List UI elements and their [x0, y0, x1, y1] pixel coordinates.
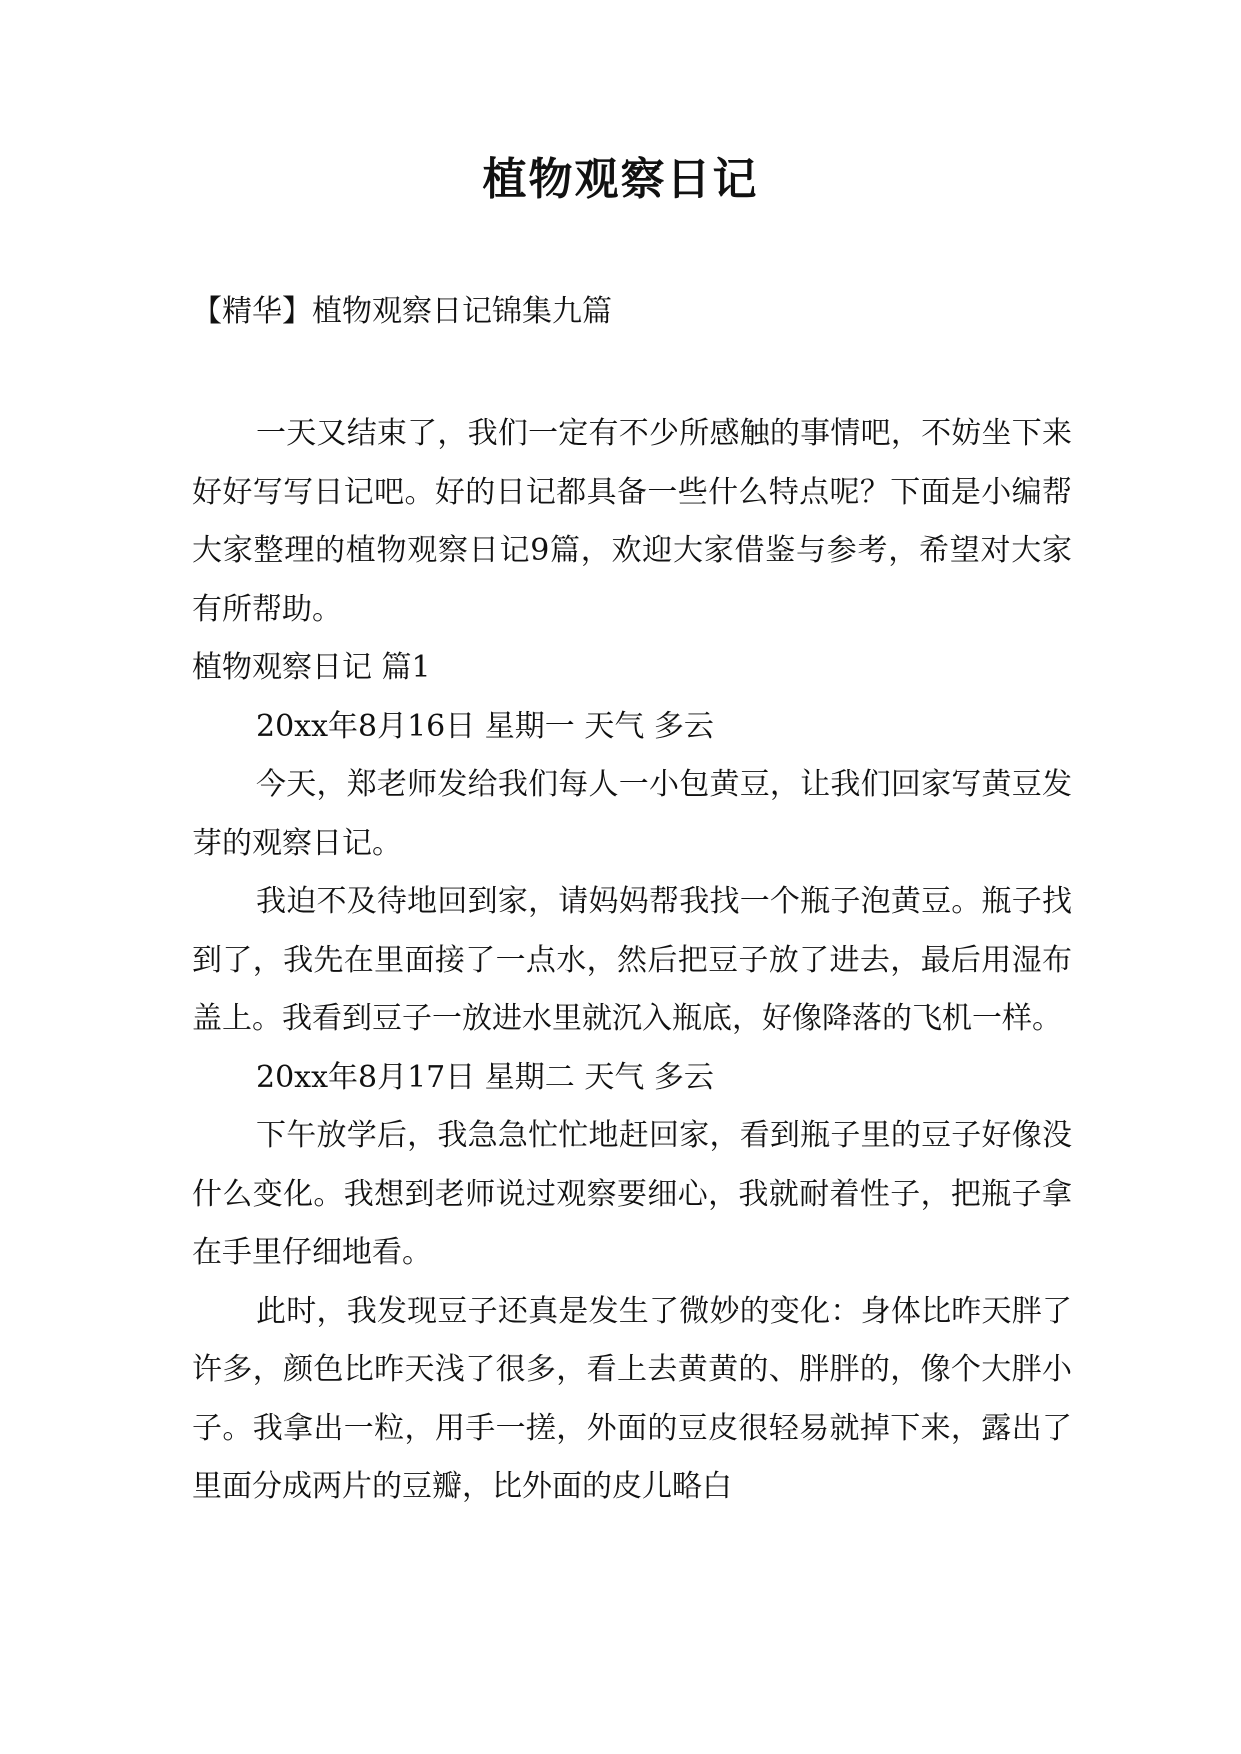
document-title: 植物观察日记 [482, 154, 759, 205]
entry-date: 20xx年8月17日 星期二 天气 多云 [256, 1059, 714, 1095]
entry-paragraph: 今天，郑老师发给我们每人一小包黄豆，让我们回家写黄豆发芽的观察日记。 [192, 767, 1072, 861]
intro-paragraph: 一天又结束了，我们一定有不少所感触的事情吧，不妨坐下来好好写写日记吧。好的日记都具备一些什么特点呢？下面是小编帮大家整理的植物观察日记9篇，欢迎大家借鉴与参考，希望对大家有所帮助。 [192, 416, 1072, 627]
section-heading: 植物观察日记 篇1 [192, 650, 431, 685]
entry-date: 20xx年8月16日 星期一 天气 多云 [256, 708, 714, 744]
entry-paragraph: 我迫不及待地回到家，请妈妈帮我找一个瓶子泡黄豆。瓶子找到了，我先在里面接了一点水，然后把豆子放了进去，最后用湿布盖上。我看到豆子一放进水里就沉入瓶底，好像降落的飞机一样。 [192, 884, 1072, 1036]
document-subtitle: 【精华】植物观察日记锦集九篇 [192, 294, 612, 329]
entry-paragraph: 此时，我发现豆子还真是发生了微妙的变化：身体比昨天胖了许多，颜色比昨天浅了很多，看上去黄黄的、胖胖的，像个大胖小子。我拿出一粒，用手一搓，外面的豆皮很轻易就掉下来，露出了里面分成两片的豆瓣，比外面的皮儿略白 [192, 1293, 1072, 1504]
document-body [192, 405, 1072, 1517]
entry-paragraph: 下午放学后，我急急忙忙地赶回家，看到瓶子里的豆子好像没什么变化。我想到老师说过观察要细心，我就耐着性子，把瓶子拿在手里仔细地看。 [192, 1118, 1072, 1270]
